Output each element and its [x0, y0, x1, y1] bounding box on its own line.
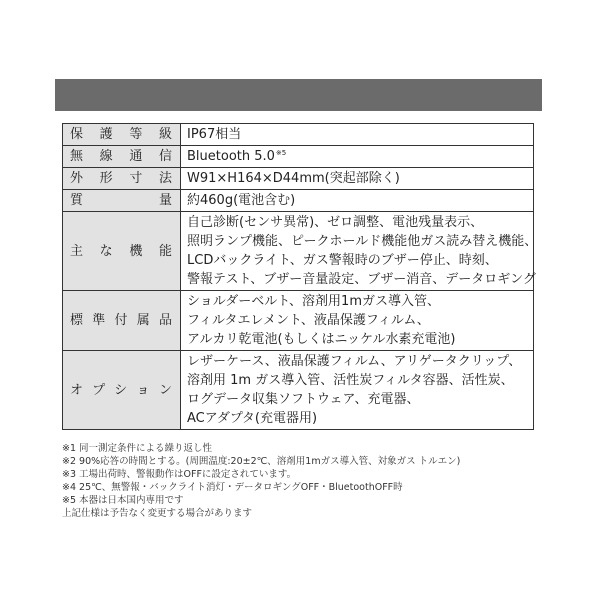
spec-table-body — [63, 124, 538, 430]
section-header-bar — [55, 79, 542, 111]
spec-row-options — [63, 351, 534, 430]
spec-value-line: LCDバックライト、ガス警報時のブザー停止、時刻、 — [187, 253, 498, 268]
spec-label: 標準付属品 — [63, 291, 181, 351]
spec-label: オプション — [63, 351, 181, 430]
spec-label: 主な機能 — [63, 212, 181, 291]
spec-value-line: 約460g(電池含む) — [187, 193, 296, 208]
footnote-5: ※5 本器は日本国内専用です — [62, 495, 184, 506]
spec-label: 外形寸法 — [63, 168, 181, 190]
spec-label: 質量 — [63, 190, 181, 212]
spec-value-line: ACアダプタ(充電器用) — [187, 411, 318, 426]
spec-value — [181, 351, 534, 430]
spec-value-line: 溶剤用 1m ガス導入管、活性炭フィルタ容器、活性炭、 — [187, 373, 514, 388]
spec-label: 保護等級 — [63, 124, 181, 146]
spec-label: 無線通信 — [63, 146, 181, 168]
spec-value-line: 照明ランプ機能、ピークホールド機能他ガス読み替え機能、 — [187, 234, 538, 249]
footnote-3: ※3 工場出荷時、警報動作はOFFに設定されています。 — [62, 469, 297, 480]
spec-value-line: 自己診断(センサ異常)、ゼロ調整、電池残量表示、 — [187, 215, 484, 230]
footnote-4: ※4 25℃、無警報・バックライト消灯・データロギングOFF・BluetoothOFF時 — [62, 482, 403, 493]
footnote-1: ※1 同一測定条件による繰り返し性 — [62, 443, 213, 454]
spec-row-accessories — [63, 291, 534, 351]
spec-value-line: レザーケース、液晶保護フィルム、アリゲータクリップ、 — [187, 354, 522, 369]
spec-value-line: IP67相当 — [187, 127, 242, 142]
spec-value-text: Bluetooth 5.0 — [187, 149, 275, 164]
spec-value — [181, 124, 534, 146]
spec-row-dimensions — [63, 168, 534, 190]
spec-row-protection — [63, 124, 534, 146]
spec-value-line: フィルタエレメント、液晶保護フィルム、 — [187, 313, 430, 328]
footnote-ref: ※5 — [275, 149, 287, 157]
spec-value — [181, 212, 538, 291]
footnote-2: ※2 90%応答の時間とする。(周囲温度:20±2℃、溶剤用1mガス導入管、対象ガス トルエン) — [62, 456, 461, 467]
spec-row-functions — [63, 212, 534, 291]
disclaimer: 上記仕様は予告なく変更する場合があります — [62, 508, 253, 519]
spec-value-line: 警報テスト、ブザー音量設定、ブザー消音、データロギング — [187, 272, 536, 287]
spec-row-weight — [63, 190, 534, 212]
spec-value-line — [187, 147, 527, 166]
spec-value — [181, 168, 534, 190]
footnotes — [62, 442, 552, 520]
spec-value-line: アルカリ乾電池(もしくはニッケル水素充電池) — [187, 332, 456, 347]
spec-table — [62, 123, 538, 430]
spec-value-line: ショルダーベルト、溶剤用1mガス導入管、 — [187, 294, 440, 309]
spec-value-line: ログデータ収集ソフトウェア、充電器、 — [187, 392, 420, 407]
spec-value — [181, 146, 534, 168]
spec-row-wireless — [63, 146, 534, 168]
spec-value — [181, 190, 534, 212]
spec-value — [181, 291, 534, 351]
spec-value-line: W91×H164×D44mm(突起部除く) — [187, 171, 400, 186]
